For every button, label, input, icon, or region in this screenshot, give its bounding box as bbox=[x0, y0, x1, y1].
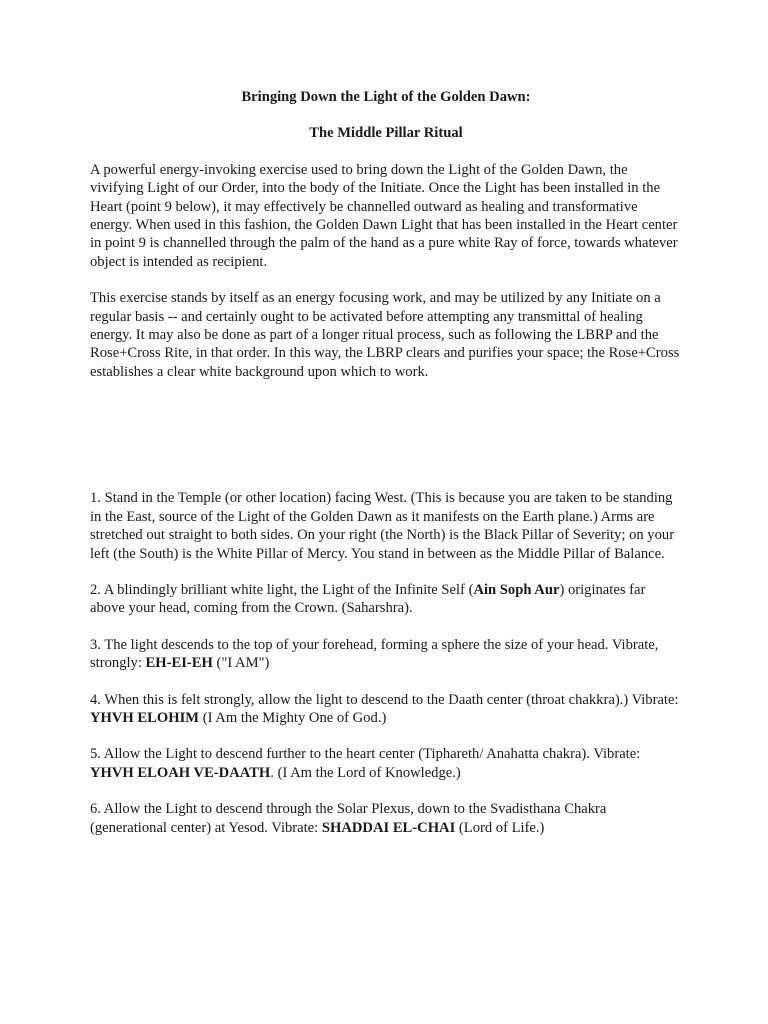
step-6-post: (Lord of Life.) bbox=[455, 819, 545, 836]
step-6-bold: SHADDAI EL-CHAI bbox=[321, 819, 456, 836]
step-4-post: (I Am the Mighty One of God.) bbox=[199, 709, 387, 726]
blank-spacer bbox=[90, 399, 682, 489]
step-6-pre: 6. Allow the Light to descend through the Solar Plexus, down to the Svadisthana Chakra (generational center) at Yesod. Vibrate: bbox=[90, 801, 607, 836]
step-4 bbox=[90, 691, 682, 728]
step-5-bold: YHVH ELOAH VE-DAATH bbox=[90, 764, 271, 781]
step-2-post: ) originates far above your head, coming from the Crown. (Saharshra). bbox=[90, 581, 646, 617]
step-2-pre: 2. A blindingly brilliant white light, the Light of the Infinite Self ( bbox=[90, 581, 474, 598]
step-3-bold: EH-EI-EH bbox=[145, 655, 213, 672]
intro-paragraph-2: This exercise stands by itself as an energy focusing work, and may be utilized by any Initiate on a regular basis -- and certainly ought to be activated before attempting any transmittal of healing energy. It may also be done as part of a longer ritual process, such as following the LBRP and the Rose+Cross Rite, in that order. In this way, the LBRP clears and purifies your space; the Rose+Cross establishes a clear white background upon which to work. bbox=[90, 290, 680, 380]
step-2-bold: Ain Soph Aur bbox=[473, 581, 560, 598]
step-6 bbox=[90, 800, 682, 837]
step-5-post: . (I Am the Lord of Knowledge.) bbox=[270, 764, 461, 781]
step-5 bbox=[90, 745, 682, 782]
step-3-pre: 3. The light descends to the top of your forehead, forming a sphere the size of your head. Vibrate, strongly: bbox=[90, 636, 659, 672]
document-subtitle: The Middle Pillar Ritual bbox=[309, 125, 463, 142]
step-3 bbox=[90, 636, 682, 673]
step-5-pre: 5. Allow the Light to descend further to the heart center (Tiphareth/ Anahatta chakra). Vibrate: bbox=[90, 746, 641, 763]
document-title: Bringing Down the Light of the Golden Dawn: bbox=[241, 89, 531, 105]
step-4-bold: YHVH ELOHIM bbox=[90, 709, 200, 726]
step-3-post: ("I AM") bbox=[212, 655, 270, 672]
document-page bbox=[90, 88, 682, 855]
step-4-pre: 4. When this is felt strongly, allow the light to descend to the Daath center (throat chakkra).) Vibrate: bbox=[90, 691, 679, 708]
intro-paragraph-1: A powerful energy-invoking exercise used to bring down the Light of the Golden Dawn, the vivifying Light of our Order, into the body of the Initiate. Once the Light has been installed in the Heart (point 9 below), it may effectively be channelled outward as healing and transformative energy. When used in this fashion, the Golden Dawn Light that has been installed in the Heart center in point 9 is channelled through the palm of the hand as a pure white Ray of force, towards whatever object is intended as recipient. bbox=[90, 161, 678, 270]
step-2 bbox=[90, 581, 682, 618]
step-1: 1. Stand in the Temple (or other location) facing West. (This is because you are taken to be standing in the East, source of the Light of the Golden Dawn as it manifests on the Earth plane.) Arms are stretched out straight to both sides. On your right (the North) is the Black Pillar of Severity; on your left (the South) is the White Pillar of Mercy. You stand in between as the Middle Pillar of Balance. bbox=[90, 490, 675, 562]
